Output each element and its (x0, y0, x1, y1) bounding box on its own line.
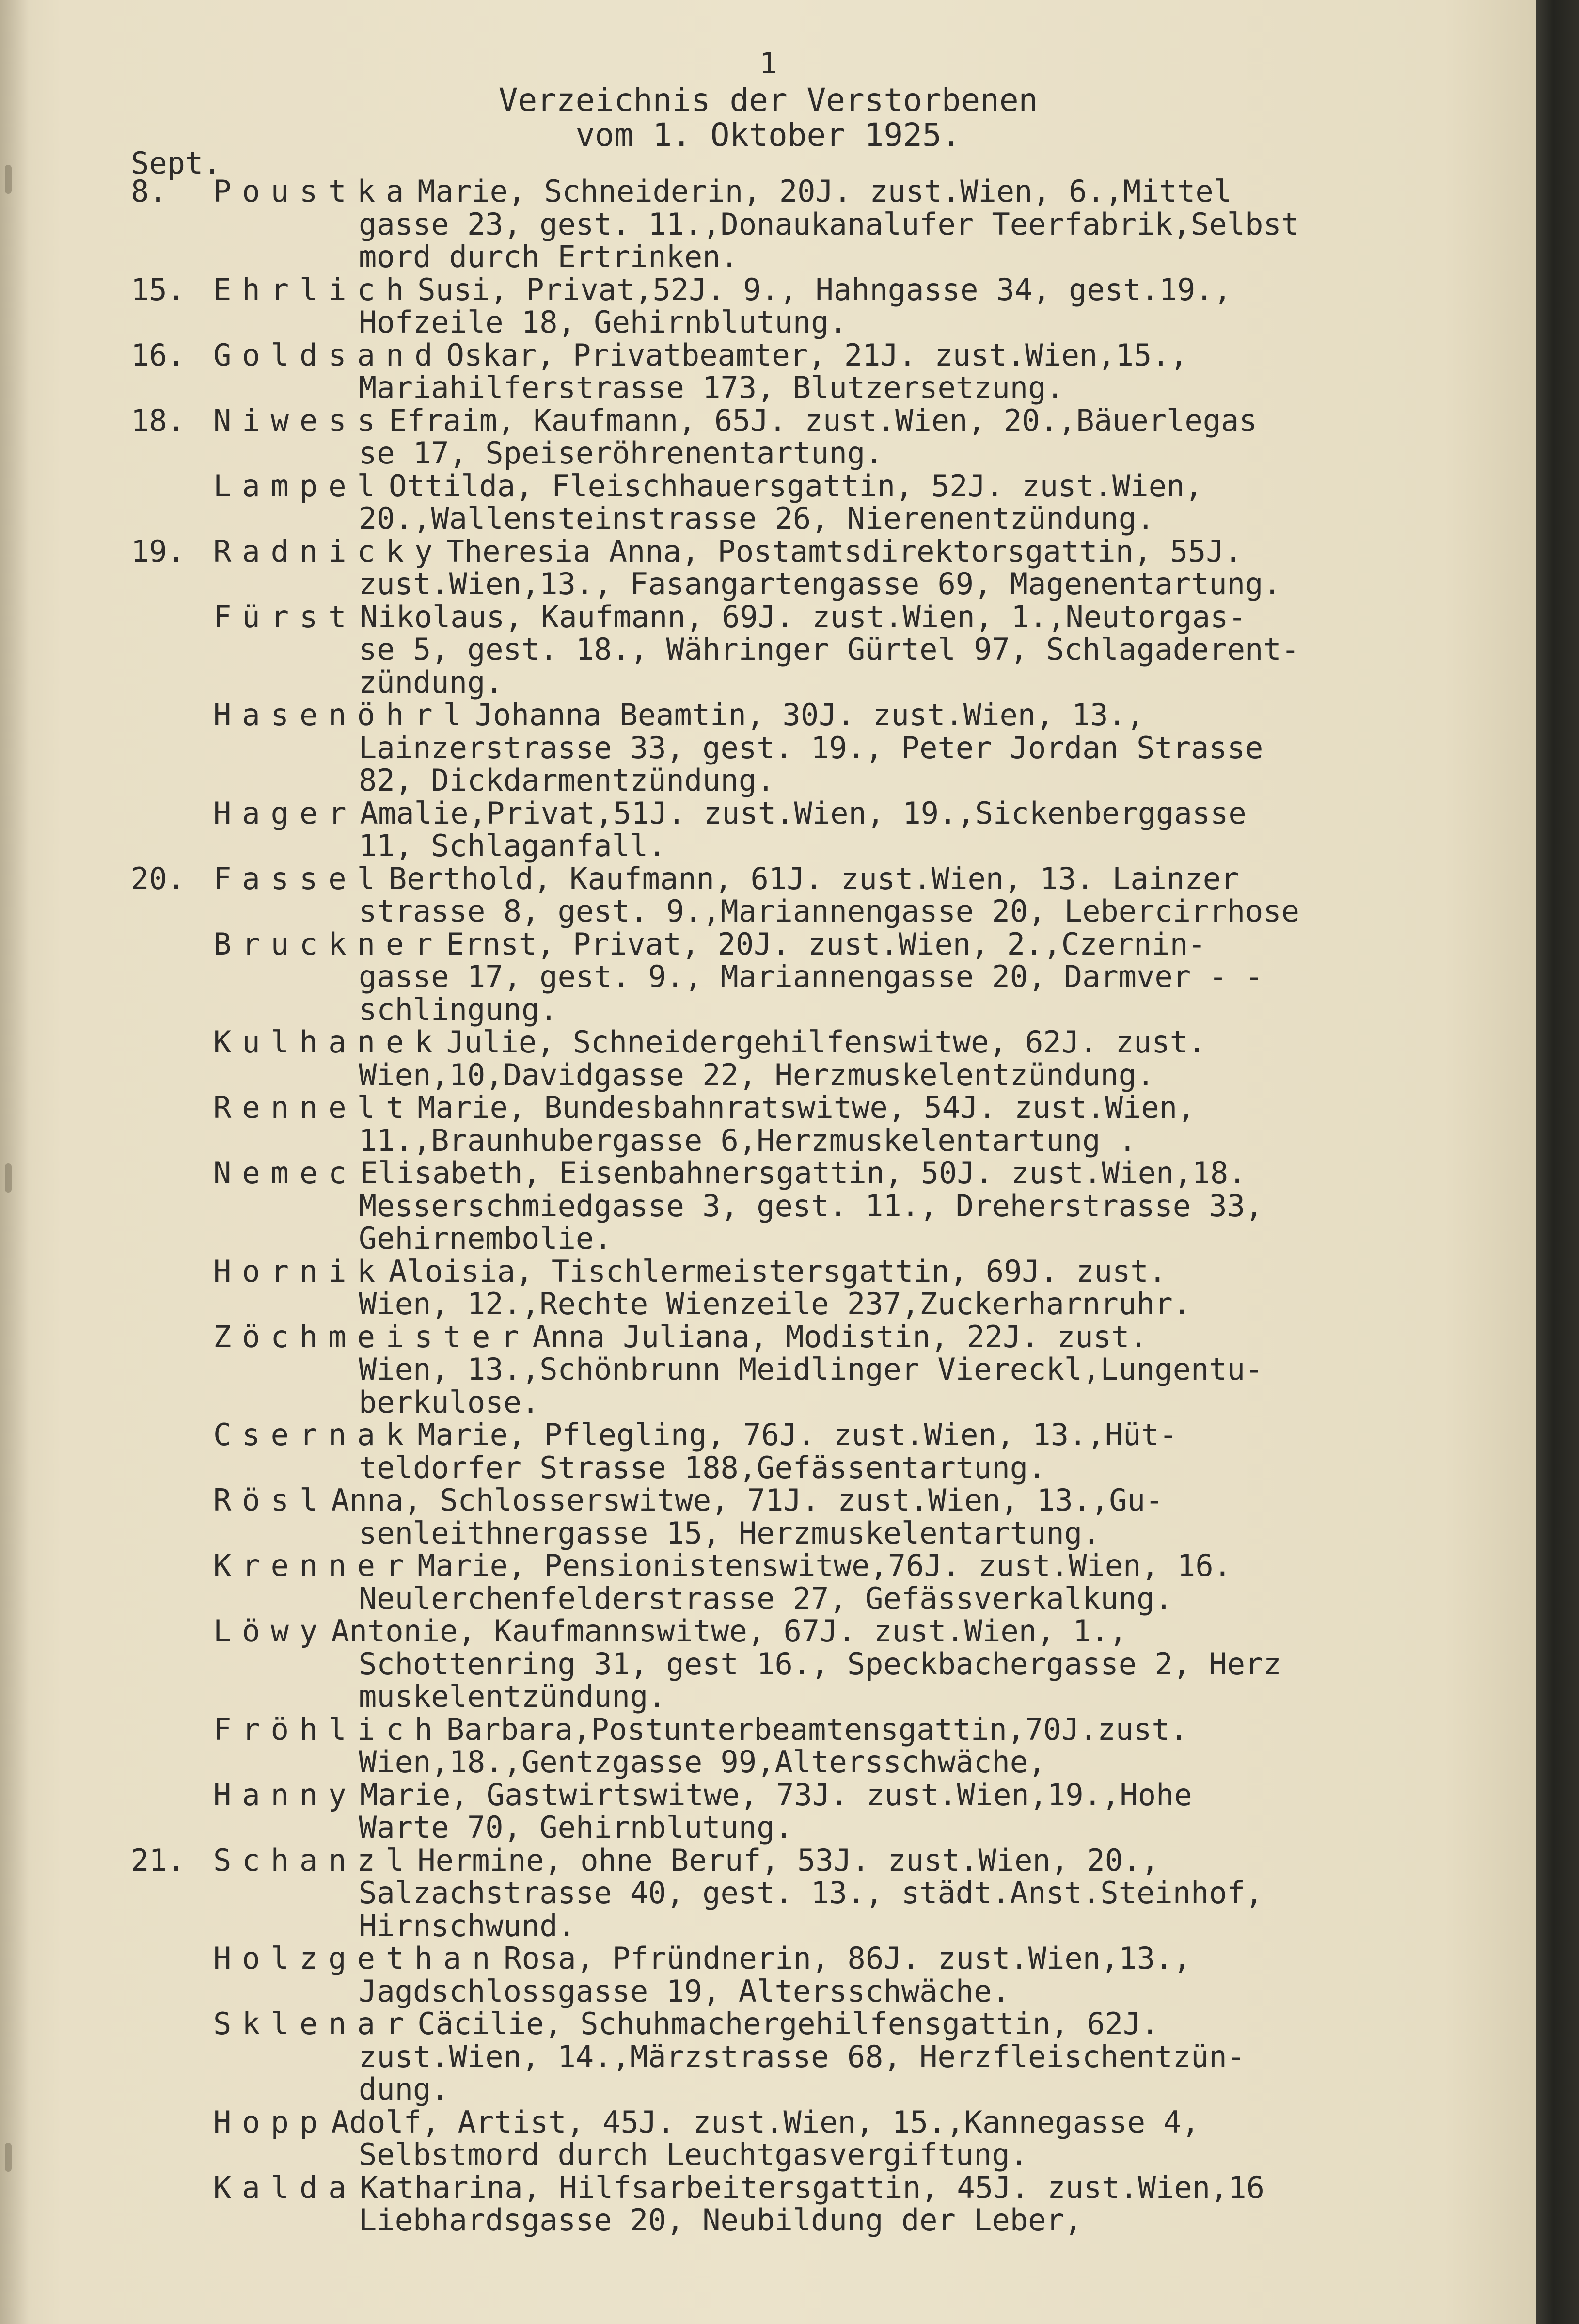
entry-text-line: gasse 17, gest. 9., Mariannengasse 20, Darmver - - (359, 959, 1263, 994)
entry-text-line: Rosa, Pfründnerin, 86J. zust.Wien,13., (504, 1941, 1191, 1976)
entry-surname: Lampel (213, 468, 386, 504)
entry-text-line: Marie, Schneiderin, 20J. zust.Wien, 6.,Mittel (417, 174, 1232, 209)
entry-text-line: 11.,Braunhubergasse 6,Herzmuskelentartung . (359, 1122, 1137, 1158)
entry-surname: Fassel (213, 860, 386, 896)
entry-text-line: zust.Wien, 14.,Märzstrasse 68, Herzfleischentzün- (359, 2038, 1246, 2074)
document-title: Verzeichnis der Verstorbenen (498, 81, 1038, 119)
entry-surname: Niwess (213, 402, 386, 438)
entry-text-line: mord durch Ertrinken. (359, 239, 739, 274)
entry-surname: Hanny (213, 1777, 357, 1813)
entry-text-line: 11, Schlaganfall. (359, 828, 666, 863)
entry-surname: Bruckner (213, 926, 443, 962)
entry-text-line: Susi, Privat,52J. 9., Hahngasse 34, gest.19., (417, 271, 1232, 307)
entry-text-line: Hermine, ohne Beruf, 53J. zust.Wien, 20., (417, 1842, 1159, 1878)
entry-text-line: Anna Juliana, Modistin, 22J. zust. (532, 1319, 1148, 1354)
entry-surname: Ehrlich (213, 271, 415, 307)
entry-surname: Poustka (213, 174, 415, 209)
entry-day: 20. (131, 860, 185, 896)
entry-text-line: Johanna Beamtin, 30J. zust.Wien, 13., (474, 697, 1145, 732)
entry-text-line: Antonie, Kaufmannswitwe, 67J. zust.Wien, 1., (331, 1613, 1127, 1649)
entry-surname: Schanzl (213, 1842, 415, 1878)
month-label: Sept. (131, 145, 221, 181)
entry-text-line: Nikolaus, Kaufmann, 69J. zust.Wien, 1.,Neutorgas- (360, 599, 1247, 635)
entry-text-line: muskelentzündung. (359, 1679, 666, 1714)
entry-text-line: Hofzeile 18, Gehirnblutung. (359, 304, 847, 340)
page-edge-shadow (1536, 0, 1579, 2324)
entry-text-line: Wien,18.,Gentzgasse 99,Altersschwäche, (359, 1744, 1046, 1780)
entry-day: 16. (131, 337, 185, 373)
entry-text-line: teldorfer Strasse 188,Gefässentartung. (359, 1449, 1046, 1485)
entry-surname: Fröhlich (213, 1711, 443, 1747)
entry-surname: Zöchmeister (213, 1319, 530, 1354)
entry-text-line: Theresia Anna, Postamtsdirektorsgattin, 55J. (446, 533, 1243, 569)
entry-text-line: Oskar, Privatbeamter, 21J. zust.Wien,15., (446, 337, 1188, 373)
entry-text-line: Julie, Schneidergehilfenswitwe, 62J. zust. (446, 1024, 1206, 1060)
entry-text-line: Wien,10,Davidgasse 22, Herzmuskelentzündung. (359, 1057, 1155, 1093)
entry-text-line: senleithnergasse 15, Herzmuskelentartung. (359, 1515, 1101, 1551)
binding-hole (5, 2143, 12, 2172)
entry-text-line: Warte 70, Gehirnblutung. (359, 1810, 793, 1845)
entry-text-line: Marie, Pensionistenswitwe,76J. zust.Wien, 16. (417, 1548, 1232, 1583)
entry-surname: Hager (213, 795, 357, 831)
page-binding (0, 0, 29, 2324)
entry-text-line: Efraim, Kaufmann, 65J. zust.Wien, 20.,Bäuerlegas (388, 402, 1257, 438)
entry-day: 19. (131, 533, 185, 569)
binding-hole (5, 1163, 12, 1193)
entry-text-line: Selbstmord durch Leuchtgasvergiftung. (359, 2137, 1028, 2172)
entry-text-line: Aloisia, Tischlermeistersgattin, 69J. zust. (388, 1253, 1167, 1289)
entry-text-line: dung. (359, 2071, 449, 2107)
entry-text-line: Elisabeth, Eisenbahnersgattin, 50J. zust.Wien,18. (360, 1155, 1247, 1191)
entry-text-line: gasse 23, gest. 11.,Donaukanalufer Teerfabrik,Selbst (359, 206, 1300, 242)
entry-day: 15. (131, 271, 185, 307)
entry-text-line: Marie, Bundesbahnratswitwe, 54J. zust.Wien, (417, 1090, 1196, 1125)
entry-text-line: Jagdschlossgasse 19, Altersschwäche. (359, 1973, 1010, 2009)
entry-day: 18. (131, 402, 185, 438)
entry-surname: Holzgethan (213, 1941, 501, 1976)
entry-text-line: Cäcilie, Schuhmachergehilfensgattin, 62J. (417, 2006, 1159, 2041)
page-number: 1 (759, 47, 777, 80)
entry-text-line: zündung. (359, 664, 504, 700)
entry-text-line: Barbara,Postunterbeamtensgattin,70J.zust. (446, 1711, 1188, 1747)
entry-text-line: berkulose. (359, 1384, 540, 1420)
entry-day: 8. (131, 174, 167, 209)
entry-text-line: Marie, Gastwirtswitwe, 73J. zust.Wien,19.,Hohe (360, 1777, 1192, 1813)
entry-surname: Hornik (213, 1253, 386, 1289)
entry-text-line: Mariahilferstrasse 173, Blutzersetzung. (359, 370, 1064, 405)
entry-text-line: se 17, Speiseröhrenentartung. (359, 435, 884, 471)
entry-text-line: Berthold, Kaufmann, 61J. zust.Wien, 13. Lainzer (388, 860, 1239, 896)
entry-text-line: se 5, gest. 18., Währinger Gürtel 97, Schlagaderent- (359, 632, 1300, 667)
entry-surname: Csernak (213, 1417, 415, 1452)
entry-text-line: Adolf, Artist, 45J. zust.Wien, 15.,Kannegasse 4, (331, 2104, 1200, 2140)
document-subtitle: vom 1. Oktober 1925. (575, 116, 961, 154)
entry-text-line: schlingung. (359, 991, 558, 1027)
entry-text-line: Ottilda, Fleischhauersgattin, 52J. zust.Wien, (388, 468, 1203, 504)
entry-surname: Krenner (213, 1548, 415, 1583)
entry-surname: Rennelt (213, 1090, 415, 1125)
entry-surname: Hopp (213, 2104, 329, 2140)
entry-text-line: Schottenring 31, gest 16., Speckbachergasse 2, Herz (359, 1646, 1281, 1682)
entry-surname: Löwy (213, 1613, 329, 1649)
entry-text-line: Salzachstrasse 40, gest. 13., städt.Anst.Steinhof, (359, 1875, 1263, 1910)
entry-surname: Hasenöhrl (213, 697, 472, 732)
entry-text-line: Wien, 13.,Schönbrunn Meidlinger Viereckl,Lungentu- (359, 1352, 1263, 1387)
entry-surname: Radnicky (213, 533, 443, 569)
entry-text-line: Marie, Pflegling, 76J. zust.Wien, 13.,Hüt- (417, 1417, 1178, 1452)
entry-text-line: zust.Wien,13., Fasangartengasse 69, Magenentartung. (359, 566, 1281, 602)
entry-text-line: 20.,Wallensteinstrasse 26, Nierenentzündung. (359, 501, 1155, 536)
entry-text-line: Anna, Schlosserswitwe, 71J. zust.Wien, 13.,Gu- (331, 1482, 1164, 1518)
entry-text-line: strasse 8, gest. 9.,Mariannengasse 20, Lebercirrhose (359, 893, 1300, 929)
entry-text-line: Wien, 12.,Rechte Wienzeile 237,Zuckerharnruhr. (359, 1286, 1191, 1321)
entry-text-line: 82, Dickdarmentzündung. (359, 763, 775, 798)
entry-text-line: Ernst, Privat, 20J. zust.Wien, 2.,Czernin- (446, 926, 1206, 962)
entry-text-line: Gehirnembolie. (359, 1221, 612, 1256)
entry-text-line: Hirnschwund. (359, 1908, 576, 1943)
entry-surname: Kalda (213, 2169, 357, 2205)
entry-text-line: Liebhardsgasse 20, Neubildung der Leber, (359, 2202, 1083, 2238)
entry-surname: Rösl (213, 1482, 329, 1518)
entry-surname: Fürst (213, 599, 357, 635)
entry-surname: Goldsand (213, 337, 443, 373)
entry-text-line: Katharina, Hilfsarbeitersgattin, 45J. zust.Wien,16 (360, 2169, 1264, 2205)
entry-text-line: Amalie,Privat,51J. zust.Wien, 19.,Sickenberggasse (360, 795, 1247, 831)
entry-surname: Sklenar (213, 2006, 415, 2041)
entry-text-line: Messerschmiedgasse 3, gest. 11., Dreherstrasse 33, (359, 1188, 1263, 1224)
entry-day: 21. (131, 1842, 185, 1878)
entry-surname: Nemec (213, 1155, 357, 1191)
entry-text-line: Lainzerstrasse 33, gest. 19., Peter Jordan Strasse (359, 730, 1263, 765)
binding-hole (5, 165, 12, 194)
entry-text-line: Neulerchenfelderstrasse 27, Gefässverkalkung. (359, 1580, 1173, 1616)
entry-surname: Kulhanek (213, 1024, 443, 1060)
